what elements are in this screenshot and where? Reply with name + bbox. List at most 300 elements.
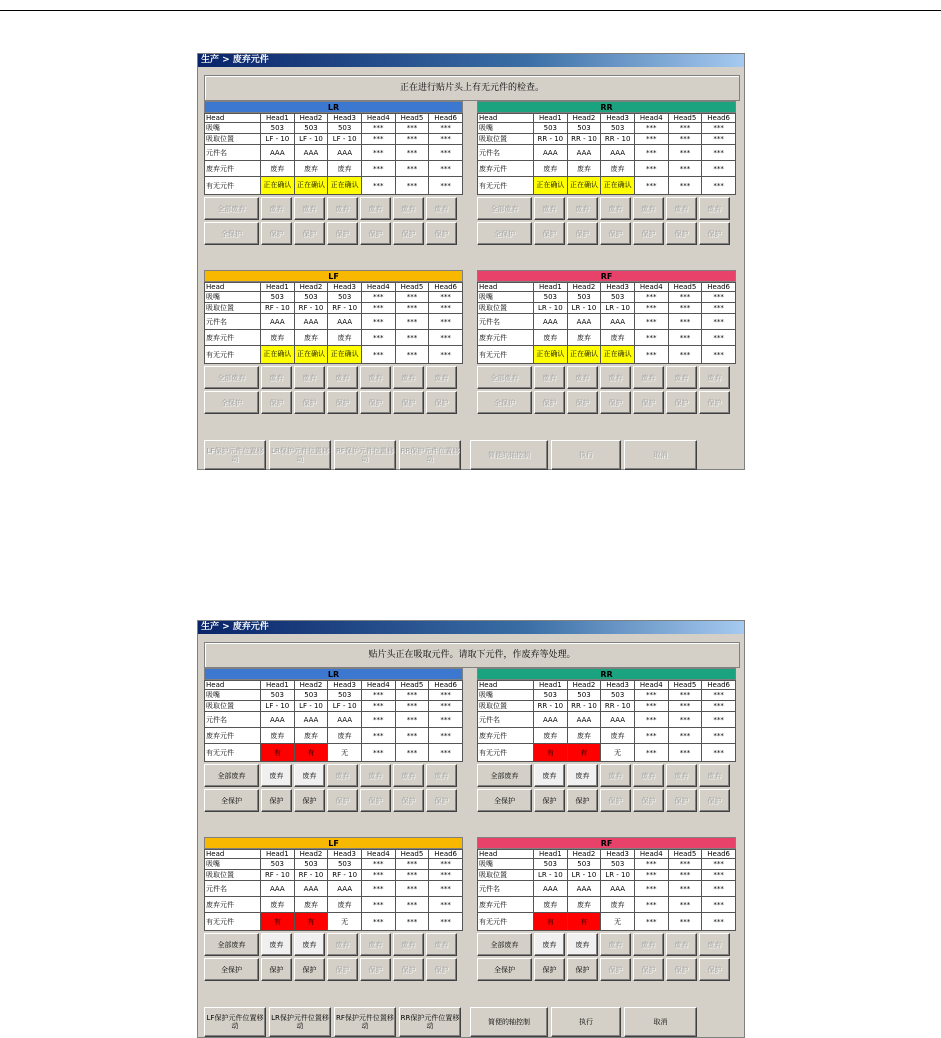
- head-cell: Head4: [634, 681, 668, 690]
- head-cell: 503: [294, 123, 328, 134]
- row-label: Head: [478, 681, 534, 690]
- lf-protect-move-button[interactable]: LF保护元件位置移动: [204, 440, 266, 470]
- head-cell: ***: [668, 870, 702, 881]
- protect-head1-button[interactable]: 保护: [534, 789, 565, 812]
- protect-button-row: [204, 222, 463, 245]
- head-cell: Head2: [567, 681, 601, 690]
- head-cell: ***: [429, 859, 463, 870]
- discard-head4-button[interactable]: 废弃: [360, 933, 391, 956]
- protect-head6-button[interactable]: 保护: [699, 958, 730, 981]
- table-row-part: [205, 712, 463, 728]
- discard-head5-button[interactable]: 废弃: [393, 764, 424, 787]
- head-cell: ***: [395, 859, 429, 870]
- head-cell: Head3: [328, 283, 362, 292]
- head-cell: 废弃: [261, 161, 295, 177]
- table-row-head: [205, 283, 463, 292]
- all-discard-button[interactable]: 全部废弃: [477, 933, 532, 956]
- table-row-nozzle: [205, 690, 463, 701]
- head-cell: ***: [361, 303, 395, 314]
- rr-protect-move-button[interactable]: RR保护元件位置移动: [399, 440, 461, 470]
- head-cell: 废弃: [294, 330, 328, 346]
- head-cell: ***: [668, 913, 702, 931]
- head-cell: AAA: [534, 712, 568, 728]
- status-message: 贴片头正在吸取元件。请取下元件，作废弃等处理。: [204, 642, 740, 668]
- table-row-part: [478, 881, 736, 897]
- head-cell: ***: [429, 177, 463, 195]
- head-cell: 503: [261, 292, 295, 303]
- head-cell: 有: [261, 744, 295, 762]
- discard-head2-button[interactable]: 废弃: [567, 197, 598, 220]
- protect-head4-button[interactable]: 保护: [633, 222, 664, 245]
- discard-button-row: [477, 197, 736, 220]
- rf-protect-move-button[interactable]: RF保护元件位置移动: [334, 1007, 396, 1037]
- discard-head4-button[interactable]: 废弃: [360, 197, 391, 220]
- head-cell: ***: [634, 881, 668, 897]
- row-label: 吸嘴: [478, 690, 534, 701]
- discard-head3-button[interactable]: 废弃: [600, 366, 631, 389]
- protect-head3-button[interactable]: 保护: [327, 391, 358, 414]
- head-cell: ***: [634, 303, 668, 314]
- protect-head5-button[interactable]: 保护: [393, 958, 424, 981]
- window-title: 生产 > 废弃元件: [198, 54, 744, 67]
- row-label: 元件名: [478, 881, 534, 897]
- head-cell: ***: [702, 859, 736, 870]
- head-cell: ***: [702, 712, 736, 728]
- protect-head2-button[interactable]: 保护: [567, 958, 598, 981]
- head-cell: RR - 10: [534, 701, 568, 712]
- row-label: 元件名: [478, 712, 534, 728]
- table-row-nozzle: [478, 690, 736, 701]
- head-cell: Head5: [395, 114, 429, 123]
- discard-head4-button[interactable]: 废弃: [633, 366, 664, 389]
- head-table: [204, 849, 463, 931]
- head-cell: Head4: [634, 114, 668, 123]
- row-label: 废弃元件: [205, 330, 261, 346]
- protect-head1-button[interactable]: 保护: [261, 958, 292, 981]
- protect-head6-button[interactable]: 保护: [699, 391, 730, 414]
- head-cell: ***: [429, 690, 463, 701]
- discard-head5-button[interactable]: 废弃: [666, 933, 697, 956]
- head-cell: Head3: [328, 850, 362, 859]
- protect-head5-button[interactable]: 保护: [393, 222, 424, 245]
- all-discard-button[interactable]: 全部废弃: [204, 197, 259, 220]
- head-cell: ***: [361, 134, 395, 145]
- discard-head3-button[interactable]: 废弃: [327, 764, 358, 787]
- head-cell: 503: [534, 859, 568, 870]
- head-cell: ***: [395, 897, 429, 913]
- discard-head1-button[interactable]: 废弃: [261, 366, 292, 389]
- head-cell: Head1: [261, 114, 295, 123]
- row-label: 有无元件: [205, 913, 261, 931]
- protect-head5-button[interactable]: 保护: [666, 222, 697, 245]
- head-cell: ***: [395, 303, 429, 314]
- protect-head2-button[interactable]: 保护: [294, 789, 325, 812]
- head-cell: ***: [395, 881, 429, 897]
- protect-head4-button[interactable]: 保护: [633, 958, 664, 981]
- panel-header-lr: LR: [204, 668, 463, 680]
- protect-head6-button[interactable]: 保护: [426, 222, 457, 245]
- all-protect-button[interactable]: 全保护: [477, 958, 532, 981]
- row-label: 废弃元件: [478, 161, 534, 177]
- discard-head4-button[interactable]: 废弃: [633, 197, 664, 220]
- head-cell: LR - 10: [601, 870, 635, 881]
- head-cell: AAA: [534, 145, 568, 161]
- protect-head3-button[interactable]: 保护: [327, 222, 358, 245]
- head-cell: ***: [395, 870, 429, 881]
- head-cell: ***: [395, 690, 429, 701]
- protect-head5-button[interactable]: 保护: [666, 958, 697, 981]
- head-cell: ***: [668, 177, 702, 195]
- discard-head5-button[interactable]: 废弃: [666, 197, 697, 220]
- discard-head3-button[interactable]: 废弃: [327, 933, 358, 956]
- rr-protect-move-button[interactable]: RR保护元件位置移动: [399, 1007, 461, 1037]
- head-cell: LR - 10: [567, 303, 601, 314]
- table-row-head: [205, 850, 463, 859]
- row-label: 有无元件: [205, 346, 261, 364]
- head-cell: ***: [361, 292, 395, 303]
- head-cell: ***: [668, 712, 702, 728]
- head-cell: 废弃: [601, 161, 635, 177]
- head-cell: Head4: [634, 283, 668, 292]
- protect-head4-button[interactable]: 保护: [360, 391, 391, 414]
- discard-head1-button[interactable]: 废弃: [534, 197, 565, 220]
- head-cell: ***: [395, 292, 429, 303]
- discard-head4-button[interactable]: 废弃: [360, 366, 391, 389]
- protect-head4-button[interactable]: 保护: [360, 789, 391, 812]
- head-cell: 503: [567, 123, 601, 134]
- row-label: Head: [205, 114, 261, 123]
- table-row-part: [478, 145, 736, 161]
- head-cell: LF - 10: [328, 701, 362, 712]
- table-row-pickup: [478, 701, 736, 712]
- head-cell: LR - 10: [534, 870, 568, 881]
- row-label: 吸嘴: [205, 859, 261, 870]
- discard-head1-button[interactable]: 废弃: [534, 366, 565, 389]
- discard-head5-button[interactable]: 废弃: [666, 366, 697, 389]
- protect-head1-button[interactable]: 保护: [534, 222, 565, 245]
- all-discard-button[interactable]: 全部废弃: [477, 197, 532, 220]
- discard-head5-button[interactable]: 废弃: [666, 764, 697, 787]
- head-cell: ***: [634, 346, 668, 364]
- execute-button[interactable]: 执行: [551, 1007, 621, 1037]
- head-cell: 废弃: [294, 728, 328, 744]
- protect-head2-button[interactable]: 保护: [567, 222, 598, 245]
- head-cell: ***: [702, 145, 736, 161]
- execute-button[interactable]: 执行: [551, 440, 621, 470]
- discard-head4-button[interactable]: 废弃: [633, 933, 664, 956]
- head-cell: AAA: [328, 712, 362, 728]
- head-cell: 废弃: [534, 161, 568, 177]
- head-cell: 正在确认: [328, 346, 362, 364]
- table-row-pickup: [205, 134, 463, 145]
- row-label: 元件名: [205, 712, 261, 728]
- head-cell: ***: [634, 744, 668, 762]
- head-cell: 废弃: [294, 161, 328, 177]
- row-label: 废弃元件: [478, 330, 534, 346]
- discard-head6-button[interactable]: 废弃: [699, 933, 730, 956]
- head-cell: ***: [702, 303, 736, 314]
- protect-head3-button[interactable]: 保护: [600, 222, 631, 245]
- discard-head6-button[interactable]: 废弃: [426, 933, 457, 956]
- protect-head3-button[interactable]: 保护: [600, 789, 631, 812]
- head-cell: ***: [429, 314, 463, 330]
- discard-button-row: [477, 933, 736, 956]
- all-discard-button[interactable]: 全部废弃: [477, 764, 532, 787]
- head-cell: RR - 10: [601, 134, 635, 145]
- head-cell: ***: [361, 346, 395, 364]
- discard-button-row: [204, 764, 463, 787]
- head-cell: 正在确认: [567, 177, 601, 195]
- head-cell: ***: [361, 897, 395, 913]
- head-cell: 503: [294, 292, 328, 303]
- head-cell: 废弃: [328, 728, 362, 744]
- all-protect-button[interactable]: 全保护: [477, 222, 532, 245]
- discard-head6-button[interactable]: 废弃: [699, 764, 730, 787]
- all-protect-button[interactable]: 全保护: [477, 391, 532, 414]
- table-row-nozzle: [205, 123, 463, 134]
- row-label: 吸取位置: [205, 870, 261, 881]
- cancel-button[interactable]: 取消: [624, 440, 697, 470]
- protect-head1-button[interactable]: 保护: [261, 222, 292, 245]
- head-cell: AAA: [534, 881, 568, 897]
- lf-protect-move-button[interactable]: LF保护元件位置移动: [204, 1007, 266, 1037]
- head-cell: ***: [668, 292, 702, 303]
- table-row-presence: [478, 744, 736, 762]
- discard-head3-button[interactable]: 废弃: [327, 366, 358, 389]
- discard-head3-button[interactable]: 废弃: [327, 197, 358, 220]
- head-cell: ***: [668, 744, 702, 762]
- discard-head2-button[interactable]: 废弃: [294, 366, 325, 389]
- protect-head1-button[interactable]: 保护: [534, 958, 565, 981]
- head-cell: Head5: [668, 114, 702, 123]
- head-cell: ***: [361, 881, 395, 897]
- table-row-part: [205, 314, 463, 330]
- all-discard-button[interactable]: 全部废弃: [204, 933, 259, 956]
- all-discard-button[interactable]: 全部废弃: [204, 764, 259, 787]
- protect-head3-button[interactable]: 保护: [327, 958, 358, 981]
- discard-head5-button[interactable]: 废弃: [393, 933, 424, 956]
- all-discard-button[interactable]: 全部废弃: [204, 366, 259, 389]
- discard-head1-button[interactable]: 废弃: [261, 933, 292, 956]
- panel-header-rr: RR: [477, 668, 736, 680]
- discard-head6-button[interactable]: 废弃: [426, 764, 457, 787]
- discard-head4-button[interactable]: 废弃: [633, 764, 664, 787]
- table-row-pickup: [478, 870, 736, 881]
- head-table: [477, 113, 736, 195]
- head-table: [204, 680, 463, 762]
- head-cell: ***: [634, 330, 668, 346]
- row-label: 吸取位置: [205, 134, 261, 145]
- head-cell: AAA: [261, 881, 295, 897]
- row-label: 有无元件: [205, 744, 261, 762]
- table-row-head: [478, 681, 736, 690]
- discard-head6-button[interactable]: 废弃: [426, 197, 457, 220]
- head-cell: Head1: [261, 850, 295, 859]
- protect-head2-button[interactable]: 保护: [294, 391, 325, 414]
- head-cell: ***: [395, 913, 429, 931]
- discard-head3-button[interactable]: 废弃: [600, 764, 631, 787]
- page-top-rule: [0, 10, 941, 11]
- head-cell: Head1: [261, 681, 295, 690]
- protect-head6-button[interactable]: 保护: [426, 391, 457, 414]
- panel-header-rr: RR: [477, 101, 736, 113]
- discard-head1-button[interactable]: 废弃: [534, 933, 565, 956]
- protect-head1-button[interactable]: 保护: [261, 391, 292, 414]
- head-cell: RF - 10: [294, 303, 328, 314]
- head-cell: ***: [361, 870, 395, 881]
- protect-head3-button[interactable]: 保护: [327, 789, 358, 812]
- window-title: 生产 > 废弃元件: [198, 621, 744, 634]
- protect-head5-button[interactable]: 保护: [393, 789, 424, 812]
- protect-head2-button[interactable]: 保护: [294, 958, 325, 981]
- head-cell: 503: [294, 859, 328, 870]
- head-cell: Head6: [702, 114, 736, 123]
- protect-head6-button[interactable]: 保护: [426, 789, 457, 812]
- discard-head2-button[interactable]: 废弃: [294, 933, 325, 956]
- protect-head3-button[interactable]: 保护: [600, 958, 631, 981]
- row-label: Head: [478, 850, 534, 859]
- discard-head2-button[interactable]: 废弃: [567, 366, 598, 389]
- head-cell: 有: [567, 744, 601, 762]
- axis-control-button[interactable]: 简便的轴控制: [470, 1007, 548, 1037]
- axis-control-button[interactable]: 简便的轴控制: [470, 440, 548, 470]
- protect-head2-button[interactable]: 保护: [294, 222, 325, 245]
- head-cell: ***: [634, 177, 668, 195]
- protect-head2-button[interactable]: 保护: [567, 789, 598, 812]
- protect-head4-button[interactable]: 保护: [360, 222, 391, 245]
- head-cell: 正在确认: [601, 346, 635, 364]
- head-cell: 废弃: [567, 728, 601, 744]
- discard-head6-button[interactable]: 废弃: [699, 197, 730, 220]
- head-cell: AAA: [294, 881, 328, 897]
- head-cell: AAA: [601, 314, 635, 330]
- table-row-presence: [478, 346, 736, 364]
- cancel-button[interactable]: 取消: [624, 1007, 697, 1037]
- discard-head6-button[interactable]: 废弃: [699, 366, 730, 389]
- rf-protect-move-button[interactable]: RF保护元件位置移动: [334, 440, 396, 470]
- lr-protect-move-button[interactable]: LR保护元件位置移动: [269, 440, 331, 470]
- discard-head5-button[interactable]: 废弃: [393, 197, 424, 220]
- discard-head5-button[interactable]: 废弃: [393, 366, 424, 389]
- discard-head4-button[interactable]: 废弃: [360, 764, 391, 787]
- head-cell: Head6: [429, 681, 463, 690]
- all-protect-button[interactable]: 全保护: [204, 789, 259, 812]
- protect-head1-button[interactable]: 保护: [261, 789, 292, 812]
- discard-window-result: [197, 620, 745, 1038]
- head-cell: Head3: [328, 114, 362, 123]
- head-cell: RR - 10: [601, 701, 635, 712]
- head-cell: 503: [534, 690, 568, 701]
- discard-button-row: [204, 933, 463, 956]
- head-cell: ***: [395, 346, 429, 364]
- table-row-nozzle: [205, 859, 463, 870]
- head-cell: AAA: [328, 881, 362, 897]
- discard-head2-button[interactable]: 废弃: [294, 764, 325, 787]
- protect-head4-button[interactable]: 保护: [360, 958, 391, 981]
- head-cell: 有: [294, 744, 328, 762]
- head-cell: 503: [328, 292, 362, 303]
- head-cell: ***: [702, 161, 736, 177]
- head-cell: 503: [601, 690, 635, 701]
- table-row-discard: [478, 897, 736, 913]
- protect-head6-button[interactable]: 保护: [699, 222, 730, 245]
- head-cell: ***: [429, 712, 463, 728]
- head-cell: AAA: [328, 314, 362, 330]
- head-cell: Head3: [601, 283, 635, 292]
- discard-window-checking: [197, 53, 745, 470]
- head-cell: AAA: [567, 712, 601, 728]
- head-cell: LF - 10: [261, 134, 295, 145]
- protect-head5-button[interactable]: 保护: [666, 789, 697, 812]
- table-row-presence: [205, 177, 463, 195]
- discard-head1-button[interactable]: 废弃: [534, 764, 565, 787]
- head-cell: 正在确认: [261, 346, 295, 364]
- protect-head3-button[interactable]: 保护: [600, 391, 631, 414]
- discard-head1-button[interactable]: 废弃: [261, 764, 292, 787]
- head-cell: 废弃: [328, 161, 362, 177]
- discard-button-row: [477, 764, 736, 787]
- protect-button-row: [477, 958, 736, 981]
- protect-head6-button[interactable]: 保护: [699, 789, 730, 812]
- row-label: 废弃元件: [205, 897, 261, 913]
- head-cell: ***: [361, 177, 395, 195]
- row-label: 有无元件: [205, 177, 261, 195]
- all-protect-button[interactable]: 全保护: [204, 958, 259, 981]
- head-cell: ***: [634, 870, 668, 881]
- head-cell: Head5: [395, 850, 429, 859]
- discard-head2-button[interactable]: 废弃: [294, 197, 325, 220]
- all-protect-button[interactable]: 全保护: [477, 789, 532, 812]
- discard-head3-button[interactable]: 废弃: [600, 933, 631, 956]
- protect-head4-button[interactable]: 保护: [633, 391, 664, 414]
- head-cell: ***: [702, 913, 736, 931]
- table-row-head: [478, 114, 736, 123]
- all-protect-button[interactable]: 全保护: [204, 222, 259, 245]
- head-cell: 有: [294, 913, 328, 931]
- head-cell: ***: [634, 292, 668, 303]
- table-row-part: [205, 145, 463, 161]
- table-row-presence: [478, 913, 736, 931]
- head-cell: ***: [634, 913, 668, 931]
- discard-head2-button[interactable]: 废弃: [567, 933, 598, 956]
- head-cell: ***: [395, 330, 429, 346]
- discard-head1-button[interactable]: 废弃: [261, 197, 292, 220]
- all-protect-button[interactable]: 全保护: [204, 391, 259, 414]
- head-cell: ***: [668, 123, 702, 134]
- lr-protect-move-button[interactable]: LR保护元件位置移动: [269, 1007, 331, 1037]
- head-cell: ***: [395, 177, 429, 195]
- head-cell: 正在确认: [601, 177, 635, 195]
- discard-head2-button[interactable]: 废弃: [567, 764, 598, 787]
- head-panel-rr: [477, 668, 736, 828]
- row-label: 有无元件: [478, 346, 534, 364]
- head-cell: 503: [261, 123, 295, 134]
- head-cell: ***: [395, 123, 429, 134]
- protect-head2-button[interactable]: 保护: [567, 391, 598, 414]
- protect-head5-button[interactable]: 保护: [393, 391, 424, 414]
- protect-head1-button[interactable]: 保护: [534, 391, 565, 414]
- head-cell: ***: [668, 897, 702, 913]
- discard-head6-button[interactable]: 废弃: [426, 366, 457, 389]
- head-cell: ***: [429, 161, 463, 177]
- protect-head4-button[interactable]: 保护: [633, 789, 664, 812]
- head-cell: 有: [261, 913, 295, 931]
- protect-head6-button[interactable]: 保护: [426, 958, 457, 981]
- protect-head5-button[interactable]: 保护: [666, 391, 697, 414]
- discard-head3-button[interactable]: 废弃: [600, 197, 631, 220]
- all-discard-button[interactable]: 全部废弃: [477, 366, 532, 389]
- table-row-discard: [478, 330, 736, 346]
